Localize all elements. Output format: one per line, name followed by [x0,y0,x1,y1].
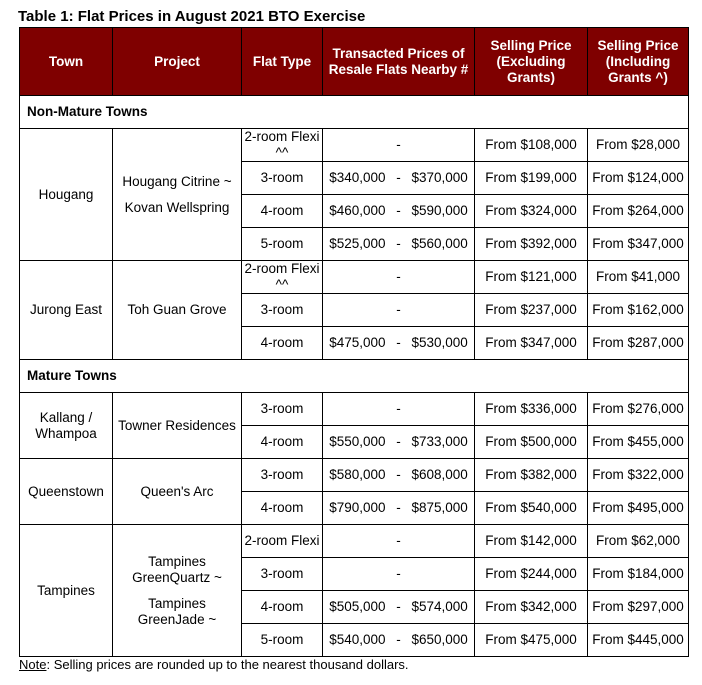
excl-price-cell: From $342,000 [475,591,588,624]
flat-type-cell: 2-room Flexi [242,525,323,558]
flat-type-cell: 4-room [242,327,323,360]
town-cell: Hougang [20,129,113,261]
excl-price-cell: From $142,000 [475,525,588,558]
bto-price-table [19,27,689,657]
resale-high: $875,000 [411,500,468,515]
project-cell [113,525,242,657]
flat-type-cell: 2-room Flexi ^^ [242,261,323,294]
table-note [19,657,409,672]
flat-type-cell: 5-room [242,228,323,261]
resale-cell: - [323,294,475,327]
incl-price-cell: From $276,000 [588,393,689,426]
resale-low: $540,000 [329,632,386,647]
incl-price-cell: From $62,000 [588,525,689,558]
section-row [20,96,689,129]
incl-price-cell: From $162,000 [588,294,689,327]
flat-type-cell: 4-room [242,591,323,624]
resale-high: $733,000 [411,434,468,449]
excl-price-cell: From $199,000 [475,162,588,195]
excl-price-cell: From $108,000 [475,129,588,162]
resale-dash: - [396,236,401,251]
resale-dash: - [396,500,401,515]
resale-low: $580,000 [329,467,386,482]
incl-price-cell: From $445,000 [588,624,689,657]
table-row [20,393,689,426]
excl-price-cell: From $392,000 [475,228,588,261]
resale-high: $370,000 [411,170,468,185]
resale-low: $505,000 [329,599,386,614]
excl-price-cell: From $244,000 [475,558,588,591]
flat-type-cell: 2-room Flexi ^^ [242,129,323,162]
resale-dash: - [396,599,401,614]
excl-price-cell: From $500,000 [475,426,588,459]
resale-dash: - [396,632,401,647]
resale-high: $650,000 [411,632,468,647]
incl-price-cell: From $297,000 [588,591,689,624]
section-mature: Mature Towns [20,360,689,393]
resale-cell [323,426,475,459]
table-row [20,261,689,294]
resale-dash: - [396,467,401,482]
flat-type-cell: 4-room [242,426,323,459]
incl-price-cell: From $347,000 [588,228,689,261]
excl-price-cell: From $324,000 [475,195,588,228]
resale-low: $790,000 [329,500,386,515]
project-name: Kovan Wellspring [124,199,230,215]
resale-dash: - [396,170,401,185]
resale-cell: - [323,393,475,426]
flat-type-cell: 3-room [242,294,323,327]
project-cell: Queen's Arc [113,459,242,525]
resale-cell [323,591,475,624]
excl-price-cell: From $336,000 [475,393,588,426]
resale-low: $460,000 [329,203,386,218]
section-row [20,360,689,393]
table-row [20,459,689,492]
resale-high: $530,000 [411,335,468,350]
resale-cell [323,228,475,261]
town-cell: Tampines [20,525,113,657]
incl-price-cell: From $264,000 [588,195,689,228]
incl-price-cell: From $495,000 [588,492,689,525]
flat-type-cell: 4-room [242,492,323,525]
note-text: : Selling prices are rounded up to the nearest thousand dollars. [46,657,409,672]
project-cell: Toh Guan Grove [113,261,242,360]
town-cell: Kallang / Whampoa [20,393,113,459]
incl-price-cell: From $455,000 [588,426,689,459]
header-town: Town [20,28,113,96]
header-price-including-grants: Selling Price (Including Grants ^) [588,28,689,96]
flat-type-cell: 3-room [242,393,323,426]
excl-price-cell: From $475,000 [475,624,588,657]
resale-cell [323,162,475,195]
excl-price-cell: From $347,000 [475,327,588,360]
excl-price-cell: From $237,000 [475,294,588,327]
incl-price-cell: From $184,000 [588,558,689,591]
resale-dash: - [396,335,401,350]
flat-type-cell: 4-room [242,195,323,228]
resale-cell: - [323,558,475,591]
resale-cell [323,459,475,492]
project-name: Tampines GreenQuartz ~ [132,553,222,585]
incl-price-cell: From $41,000 [588,261,689,294]
header-flat-type: Flat Type [242,28,323,96]
note-label: Note [19,657,47,672]
resale-dash: - [396,434,401,449]
resale-low: $340,000 [329,170,386,185]
project-name: Tampines GreenJade ~ [137,595,217,627]
excl-price-cell: From $121,000 [475,261,588,294]
header-resale-prices: Transacted Prices of Resale Flats Nearby # [323,28,475,96]
resale-high: $590,000 [411,203,468,218]
resale-low: $525,000 [329,236,386,251]
resale-dash: - [396,203,401,218]
flat-type-cell: 5-room [242,624,323,657]
town-cell: Queenstown [20,459,113,525]
incl-price-cell: From $287,000 [588,327,689,360]
header-row [20,28,689,96]
resale-high: $608,000 [411,467,468,482]
flat-type-cell: 3-room [242,558,323,591]
resale-high: $560,000 [411,236,468,251]
header-price-excluding-grants: Selling Price (Excluding Grants) [475,28,588,96]
header-project: Project [113,28,242,96]
resale-cell: - [323,129,475,162]
incl-price-cell: From $28,000 [588,129,689,162]
table-row [20,525,689,558]
project-name: Hougang Citrine ~ [122,173,232,189]
resale-high: $574,000 [411,599,468,614]
resale-cell: - [323,261,475,294]
resale-cell [323,624,475,657]
flat-type-cell: 3-room [242,459,323,492]
resale-cell [323,327,475,360]
excl-price-cell: From $540,000 [475,492,588,525]
incl-price-cell: From $322,000 [588,459,689,492]
section-non-mature: Non-Mature Towns [20,96,689,129]
table-row [20,129,689,162]
incl-price-cell: From $124,000 [588,162,689,195]
flat-type-cell: 3-room [242,162,323,195]
resale-cell [323,195,475,228]
resale-low: $550,000 [329,434,386,449]
resale-cell [323,492,475,525]
excl-price-cell: From $382,000 [475,459,588,492]
project-cell [113,129,242,261]
resale-cell: - [323,525,475,558]
table-caption: Table 1: Flat Prices in August 2021 BTO Exercise [18,8,366,25]
resale-low: $475,000 [329,335,386,350]
project-cell: Towner Residences [113,393,242,459]
town-cell: Jurong East [20,261,113,360]
